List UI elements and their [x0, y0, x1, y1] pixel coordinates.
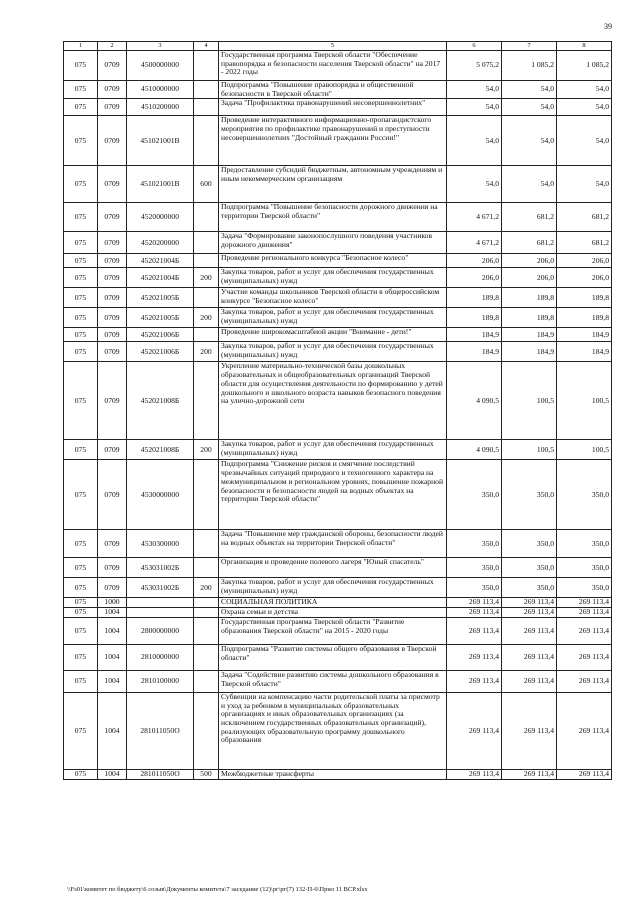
table-body [64, 51, 612, 780]
article-code-cell: 4510000000 [127, 81, 194, 99]
expense-type-cell [194, 460, 219, 530]
amount-cell: 189,8 [557, 308, 612, 328]
amount-cell: 269 113,4 [502, 670, 557, 692]
article-code-cell: 452021008Б [127, 440, 194, 460]
expense-type-cell [194, 116, 219, 166]
amount-cell: 350,0 [557, 530, 612, 558]
table-row [64, 166, 612, 203]
amount-cell: 189,8 [447, 308, 502, 328]
table-row [64, 578, 612, 598]
header-cell: 7 [502, 42, 557, 51]
item-name-cell: Субвенции на компенсацию части родительской платы за присмотр и уход за ребенком в муниципальных образовательных организациях и иных образовательных организациях (за исключением государственных образовательных организаций), реализующих образовательную программу дошкольного образования [219, 692, 447, 769]
section-code-cell: 0709 [98, 530, 127, 558]
amount-cell: 189,8 [447, 288, 502, 308]
amount-cell: 269 113,4 [447, 608, 502, 618]
article-code-cell: 452021004Б [127, 268, 194, 288]
amount-cell: 350,0 [502, 460, 557, 530]
table-row [64, 116, 612, 166]
header-cell: 1 [64, 42, 98, 51]
item-name-cell: Подпрограмма "Снижение рисков и смягчение последствий чрезвычайных ситуаций природного и техногенного характера на межмуниципальном и региональном уровнях, повышение пожарной безопасности и безопасности людей на водных объектах на территории Тверской области" [219, 460, 447, 530]
article-code-cell: 452021006Б [127, 328, 194, 342]
ministry-code-cell: 075 [64, 328, 98, 342]
ministry-code-cell: 075 [64, 51, 98, 81]
section-code-cell: 0709 [98, 203, 127, 232]
section-code-cell: 1004 [98, 617, 127, 644]
expense-type-cell: 600 [194, 166, 219, 203]
amount-cell: 54,0 [557, 116, 612, 166]
expense-type-cell [194, 617, 219, 644]
amount-cell: 269 113,4 [502, 692, 557, 769]
ministry-code-cell: 075 [64, 116, 98, 166]
amount-cell: 350,0 [447, 530, 502, 558]
article-code-cell: 453031002Б [127, 578, 194, 598]
table-row [64, 670, 612, 692]
ministry-code-cell: 075 [64, 99, 98, 116]
ministry-code-cell: 075 [64, 308, 98, 328]
amount-cell: 681,2 [502, 232, 557, 254]
ministry-code-cell: 075 [64, 578, 98, 598]
table-row [64, 232, 612, 254]
table-row [64, 99, 612, 116]
item-name-cell: Задача "Содействие развитию системы дошкольного образования в Тверской области" [219, 670, 447, 692]
item-name-cell: Участие команды школьников Тверской области в общероссийском конкурсе "Безопасное колесо" [219, 288, 447, 308]
item-name-cell: Межбюджетные трансферты [219, 769, 447, 779]
amount-cell: 189,8 [557, 288, 612, 308]
ministry-code-cell: 075 [64, 558, 98, 578]
amount-cell: 269 113,4 [557, 692, 612, 769]
section-code-cell: 1004 [98, 608, 127, 618]
amount-cell: 681,2 [557, 203, 612, 232]
table-row [64, 342, 612, 362]
item-name-cell: Проведение широкомасштабной акции "Внимание - дети!" [219, 328, 447, 342]
item-name-cell: Подпрограмма "Развитие системы общего образования в Тверской области" [219, 644, 447, 670]
amount-cell: 350,0 [447, 558, 502, 578]
table-row [64, 608, 612, 618]
item-name-cell: Закупка товаров, работ и услуг для обеспечения государственных (муниципальных) нужд [219, 268, 447, 288]
article-code-cell [127, 598, 194, 608]
item-name-cell: СОЦИАЛЬНАЯ ПОЛИТИКА [219, 598, 447, 608]
amount-cell: 681,2 [502, 203, 557, 232]
table-row [64, 692, 612, 769]
section-code-cell: 0709 [98, 288, 127, 308]
article-code-cell: 2810100000 [127, 670, 194, 692]
expense-type-cell [194, 81, 219, 99]
ministry-code-cell: 075 [64, 460, 98, 530]
item-name-cell: Государственная программа Тверской области "Обеспечение правопорядка и безопасности населения Тверской области" на 2017 - 2022 годы [219, 51, 447, 81]
table-row [64, 362, 612, 440]
amount-cell: 4 671,2 [447, 232, 502, 254]
amount-cell: 269 113,4 [502, 598, 557, 608]
expense-type-cell [194, 692, 219, 769]
ministry-code-cell: 075 [64, 288, 98, 308]
footer-file-path: \\Fs01\комитет по бюджету\6 созыв\Документы комитета\7 заседание (12)\рг\рг(7) 132-П-6\Прил 11 ВСР.xlsx [67, 886, 368, 893]
article-code-cell: 4510200000 [127, 99, 194, 116]
header-cell: 2 [98, 42, 127, 51]
ministry-code-cell: 075 [64, 644, 98, 670]
amount-cell: 269 113,4 [502, 644, 557, 670]
amount-cell: 681,2 [557, 232, 612, 254]
article-code-cell: 281011050О [127, 692, 194, 769]
article-code-cell: 452021004Б [127, 254, 194, 268]
article-code-cell: 451021001В [127, 116, 194, 166]
amount-cell: 206,0 [447, 254, 502, 268]
amount-cell: 54,0 [447, 81, 502, 99]
amount-cell: 269 113,4 [557, 769, 612, 779]
table-row [64, 81, 612, 99]
article-code-cell: 452021008Б [127, 362, 194, 440]
table-row [64, 644, 612, 670]
amount-cell: 269 113,4 [447, 598, 502, 608]
amount-cell: 100,5 [502, 362, 557, 440]
header-cell: 6 [447, 42, 502, 51]
table-row [64, 440, 612, 460]
amount-cell: 54,0 [502, 99, 557, 116]
expense-type-cell: 200 [194, 578, 219, 598]
amount-cell: 269 113,4 [447, 670, 502, 692]
table-row [64, 558, 612, 578]
amount-cell: 54,0 [502, 116, 557, 166]
item-name-cell: Укрепление материально-технической базы дошкольных образовательных и общеобразовательных организаций Тверской области для осуществления деятельности по формированию у детей дошкольного и школьного возраста навыков безопасного поведения на улично-дорожной сети [219, 362, 447, 440]
amount-cell: 189,8 [502, 288, 557, 308]
amount-cell: 184,9 [502, 328, 557, 342]
amount-cell: 269 113,4 [502, 608, 557, 618]
item-name-cell: Закупка товаров, работ и услуг для обеспечения государственных (муниципальных) нужд [219, 440, 447, 460]
header-row [64, 42, 612, 51]
article-code-cell: 4530000000 [127, 460, 194, 530]
ministry-code-cell: 075 [64, 342, 98, 362]
expense-type-cell [194, 362, 219, 440]
article-code-cell: 452021005Б [127, 308, 194, 328]
item-name-cell: Проведение регионального конкурса "Безопасное колесо" [219, 254, 447, 268]
table-row [64, 51, 612, 81]
table-row [64, 460, 612, 530]
ministry-code-cell: 075 [64, 254, 98, 268]
amount-cell: 269 113,4 [447, 692, 502, 769]
article-code-cell: 4500000000 [127, 51, 194, 81]
amount-cell: 269 113,4 [557, 670, 612, 692]
amount-cell: 269 113,4 [447, 644, 502, 670]
expense-type-cell [194, 558, 219, 578]
item-name-cell: Закупка товаров, работ и услуг для обеспечения государственных (муниципальных) нужд [219, 578, 447, 598]
table-row [64, 530, 612, 558]
amount-cell: 54,0 [447, 116, 502, 166]
table-row [64, 328, 612, 342]
header-cell: 4 [194, 42, 219, 51]
article-code-cell: 281011050О [127, 769, 194, 779]
expense-type-cell [194, 288, 219, 308]
amount-cell: 206,0 [502, 268, 557, 288]
table-row [64, 308, 612, 328]
expense-type-cell: 200 [194, 308, 219, 328]
section-code-cell: 0709 [98, 116, 127, 166]
expense-type-cell [194, 598, 219, 608]
expense-type-cell [194, 608, 219, 618]
amount-cell: 184,9 [447, 328, 502, 342]
section-code-cell: 1000 [98, 598, 127, 608]
amount-cell: 4 090,5 [447, 362, 502, 440]
amount-cell: 100,5 [557, 440, 612, 460]
section-code-cell: 1004 [98, 670, 127, 692]
amount-cell: 350,0 [447, 578, 502, 598]
ministry-code-cell: 075 [64, 268, 98, 288]
section-code-cell: 1004 [98, 644, 127, 670]
section-code-cell: 0709 [98, 342, 127, 362]
ministry-code-cell: 075 [64, 81, 98, 99]
table-row [64, 769, 612, 779]
expense-type-cell [194, 51, 219, 81]
section-code-cell: 1004 [98, 769, 127, 779]
ministry-code-cell: 075 [64, 670, 98, 692]
table-row [64, 288, 612, 308]
amount-cell: 269 113,4 [557, 598, 612, 608]
amount-cell: 269 113,4 [447, 617, 502, 644]
amount-cell: 206,0 [557, 268, 612, 288]
item-name-cell: Закупка товаров, работ и услуг для обеспечения государственных (муниципальных) нужд [219, 308, 447, 328]
amount-cell: 350,0 [557, 460, 612, 530]
amount-cell: 189,8 [502, 308, 557, 328]
amount-cell: 1 085,2 [502, 51, 557, 81]
item-name-cell: Охрана семьи и детства [219, 608, 447, 618]
item-name-cell: Задача "Формирование законопослушного поведения участников дорожного движения" [219, 232, 447, 254]
expense-type-cell [194, 328, 219, 342]
header-cell: 8 [557, 42, 612, 51]
item-name-cell: Задача "Профилактика правонарушений несовершеннолетних" [219, 99, 447, 116]
section-code-cell: 0709 [98, 166, 127, 203]
table-row [64, 617, 612, 644]
amount-cell: 269 113,4 [502, 769, 557, 779]
expense-type-cell [194, 530, 219, 558]
ministry-code-cell: 075 [64, 166, 98, 203]
amount-cell: 184,9 [557, 342, 612, 362]
item-name-cell: Предоставление субсидий бюджетным, автономным учреждениям и иным некоммерческим организациям [219, 166, 447, 203]
table-row [64, 203, 612, 232]
amount-cell: 350,0 [502, 530, 557, 558]
item-name-cell: Подпрограмма "Повышение безопасности дорожного движения на территории Тверской области" [219, 203, 447, 232]
amount-cell: 100,5 [557, 362, 612, 440]
header-cell: 5 [219, 42, 447, 51]
amount-cell: 350,0 [502, 558, 557, 578]
section-code-cell: 0709 [98, 328, 127, 342]
section-code-cell: 0709 [98, 254, 127, 268]
expense-type-cell: 200 [194, 342, 219, 362]
ministry-code-cell: 075 [64, 530, 98, 558]
section-code-cell: 0709 [98, 460, 127, 530]
amount-cell: 4 090,5 [447, 440, 502, 460]
ministry-code-cell: 075 [64, 608, 98, 618]
amount-cell: 269 113,4 [502, 617, 557, 644]
section-code-cell: 1004 [98, 692, 127, 769]
amount-cell: 5 075,2 [447, 51, 502, 81]
expense-type-cell: 200 [194, 268, 219, 288]
page-number: 39 [604, 22, 612, 31]
section-code-cell: 0709 [98, 440, 127, 460]
amount-cell: 184,9 [502, 342, 557, 362]
amount-cell: 54,0 [557, 81, 612, 99]
amount-cell: 184,9 [557, 328, 612, 342]
table-row [64, 268, 612, 288]
section-code-cell: 0709 [98, 308, 127, 328]
amount-cell: 54,0 [447, 99, 502, 116]
article-code-cell [127, 608, 194, 618]
section-code-cell: 0709 [98, 362, 127, 440]
table-row [64, 254, 612, 268]
article-code-cell: 451021001В [127, 166, 194, 203]
article-code-cell: 4520200000 [127, 232, 194, 254]
section-code-cell: 0709 [98, 578, 127, 598]
article-code-cell: 452021006Б [127, 342, 194, 362]
section-code-cell: 0709 [98, 232, 127, 254]
ministry-code-cell: 075 [64, 617, 98, 644]
amount-cell: 54,0 [502, 81, 557, 99]
amount-cell: 54,0 [557, 99, 612, 116]
article-code-cell: 4520000000 [127, 203, 194, 232]
amount-cell: 269 113,4 [557, 608, 612, 618]
amount-cell: 4 671,2 [447, 203, 502, 232]
section-code-cell: 0709 [98, 51, 127, 81]
ministry-code-cell: 075 [64, 440, 98, 460]
amount-cell: 184,9 [447, 342, 502, 362]
ministry-code-cell: 075 [64, 232, 98, 254]
item-name-cell: Государственная программа Тверской области "Развитие образования Тверской области" на 2015 - 2020 годы [219, 617, 447, 644]
item-name-cell: Организация и проведение полевого лагеря "Юный спасатель" [219, 558, 447, 578]
amount-cell: 350,0 [557, 558, 612, 578]
expense-type-cell [194, 670, 219, 692]
item-name-cell: Подпрограмма "Повышение правопорядка и общественной безопасности в Тверской области" [219, 81, 447, 99]
ministry-code-cell: 075 [64, 692, 98, 769]
amount-cell: 350,0 [447, 460, 502, 530]
article-code-cell: 2810000000 [127, 644, 194, 670]
amount-cell: 350,0 [502, 578, 557, 598]
amount-cell: 269 113,4 [557, 644, 612, 670]
ministry-code-cell: 075 [64, 362, 98, 440]
amount-cell: 206,0 [502, 254, 557, 268]
section-code-cell: 0709 [98, 268, 127, 288]
item-name-cell: Проведение интерактивного информационно-пропагандистского мероприятия по профилактике правонарушений и преступности несовершеннолетних "Достойный гражданин России!" [219, 116, 447, 166]
expense-type-cell: 200 [194, 440, 219, 460]
expense-type-cell: 500 [194, 769, 219, 779]
expense-type-cell [194, 203, 219, 232]
amount-cell: 1 085,2 [557, 51, 612, 81]
amount-cell: 54,0 [447, 166, 502, 203]
article-code-cell: 453031002Б [127, 558, 194, 578]
article-code-cell: 4530300000 [127, 530, 194, 558]
amount-cell: 206,0 [557, 254, 612, 268]
amount-cell: 269 113,4 [557, 617, 612, 644]
ministry-code-cell: 075 [64, 203, 98, 232]
section-code-cell: 0709 [98, 99, 127, 116]
amount-cell: 206,0 [447, 268, 502, 288]
ministry-code-cell: 075 [64, 598, 98, 608]
ministry-code-cell: 075 [64, 769, 98, 779]
amount-cell: 54,0 [557, 166, 612, 203]
budget-table [63, 41, 612, 780]
item-name-cell: Закупка товаров, работ и услуг для обеспечения государственных (муниципальных) нужд [219, 342, 447, 362]
amount-cell: 350,0 [557, 578, 612, 598]
header-cell: 3 [127, 42, 194, 51]
amount-cell: 54,0 [502, 166, 557, 203]
section-code-cell: 0709 [98, 81, 127, 99]
article-code-cell: 2800000000 [127, 617, 194, 644]
expense-type-cell [194, 232, 219, 254]
amount-cell: 100,5 [502, 440, 557, 460]
table-row [64, 598, 612, 608]
expense-type-cell [194, 644, 219, 670]
amount-cell: 269 113,4 [447, 769, 502, 779]
section-code-cell: 0709 [98, 558, 127, 578]
expense-type-cell [194, 99, 219, 116]
article-code-cell: 452021005Б [127, 288, 194, 308]
item-name-cell: Задача "Повышение мер гражданской обороны, безопасности людей на водных объектах на территории Тверской области" [219, 530, 447, 558]
expense-type-cell [194, 254, 219, 268]
